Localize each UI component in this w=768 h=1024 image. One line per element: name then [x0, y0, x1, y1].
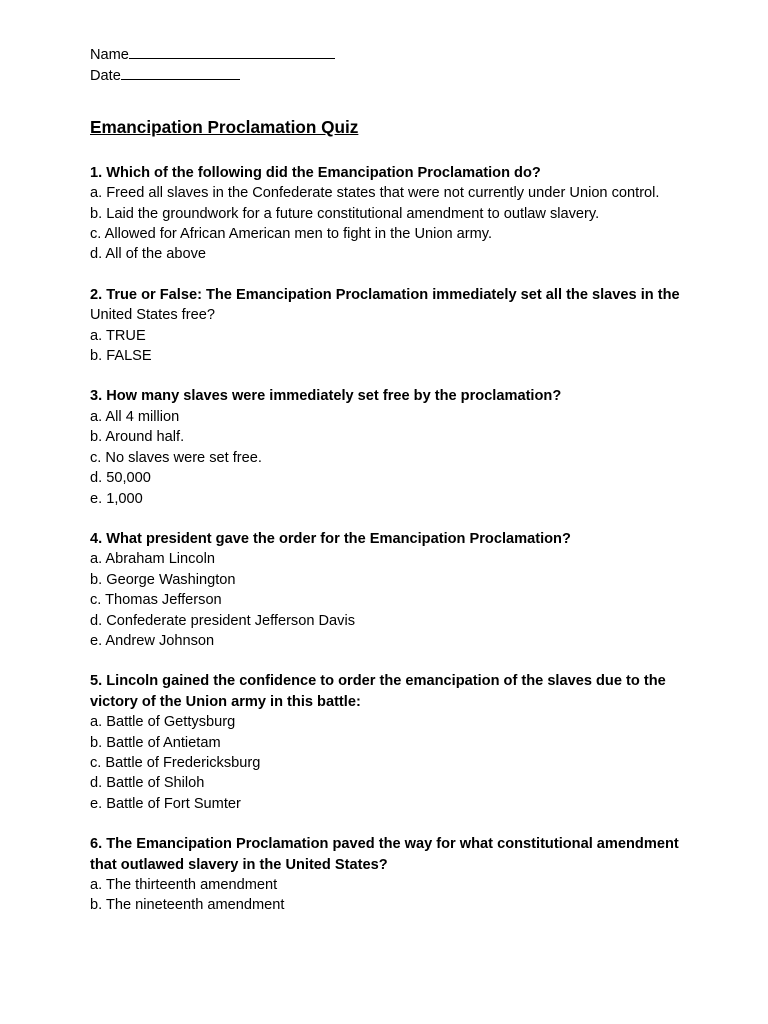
- question-text: [90, 671, 690, 712]
- quiz-page: [90, 44, 690, 936]
- answer-option: c. Allowed for African American men to fight in the Union army.: [90, 226, 493, 243]
- answer-option: e. 1,000: [90, 490, 143, 507]
- question-plain-text: United States free?: [90, 307, 215, 324]
- question-text: [90, 285, 690, 326]
- question-bold-text: 1. Which of the following did the Emancipation Proclamation do?: [90, 164, 541, 181]
- answer-option: b. FALSE: [90, 348, 152, 365]
- answer-option: e. Andrew Johnson: [90, 632, 215, 649]
- question-1: [90, 163, 690, 265]
- question-bold-text: 5. Lincoln gained the confidence to order the emancipation of the slaves due to the victory of the Union army in this battle:: [90, 673, 666, 710]
- answer-option: d. All of the above: [90, 246, 207, 263]
- question-bold-text: 6. The Emancipation Proclamation paved the way for what constitutional amendment that outlawed slavery in the United States?: [90, 836, 679, 873]
- question-text: [90, 163, 690, 183]
- date-line: [90, 65, 690, 86]
- answer-option: b. Laid the groundwork for a future constitutional amendment to outlaw slavery.: [90, 205, 600, 222]
- answer-option: a. The thirteenth amendment: [90, 877, 278, 893]
- question-text: [90, 386, 690, 406]
- answer-option: a. Abraham Lincoln: [90, 551, 215, 568]
- answer-option: a. Battle of Gettysburg: [90, 714, 236, 731]
- answer-option: b. The nineteenth amendment: [90, 897, 285, 914]
- question-list: [90, 163, 690, 916]
- answer-option: a. Freed all slaves in the Confederate states that were not currently under Union control.: [90, 185, 660, 202]
- question-6: [90, 834, 690, 916]
- answer-option: d. Battle of Shiloh: [90, 775, 205, 792]
- answer-option: a. TRUE: [90, 327, 146, 344]
- answer-option: c. Thomas Jefferson: [90, 592, 222, 609]
- question-text: [90, 834, 690, 875]
- name-line: [90, 44, 690, 65]
- answer-option: d. Confederate president Jefferson Davis: [90, 612, 356, 629]
- answer-option: b. Battle of Antietam: [90, 734, 221, 751]
- question-5: [90, 671, 690, 814]
- name-blank: [129, 44, 335, 59]
- answer-option: c. No slaves were set free.: [90, 449, 262, 466]
- page-title: Emancipation Proclamation Quiz: [90, 116, 359, 137]
- answer-option: d. 50,000: [90, 470, 151, 487]
- question-bold-text: 4. What president gave the order for the Emancipation Proclamation?: [90, 530, 571, 547]
- question-bold-text: 2. True or False: The Emancipation Proclamation immediately set all the slaves in the: [90, 286, 680, 303]
- answer-option: a. All 4 million: [90, 408, 180, 425]
- question-bold-text: 3. How many slaves were immediately set free by the proclamation?: [90, 388, 562, 405]
- question-3: [90, 386, 690, 508]
- answer-option: b. Around half.: [90, 429, 185, 446]
- question-2: [90, 285, 690, 367]
- name-label: Name: [90, 47, 129, 63]
- question-4: [90, 529, 690, 651]
- date-label: Date: [90, 68, 121, 85]
- answer-option: e. Battle of Fort Sumter: [90, 795, 241, 812]
- answer-option: b. George Washington: [90, 571, 236, 588]
- question-text: [90, 529, 690, 549]
- answer-option: c. Battle of Fredericksburg: [90, 754, 261, 771]
- date-blank: [121, 65, 240, 80]
